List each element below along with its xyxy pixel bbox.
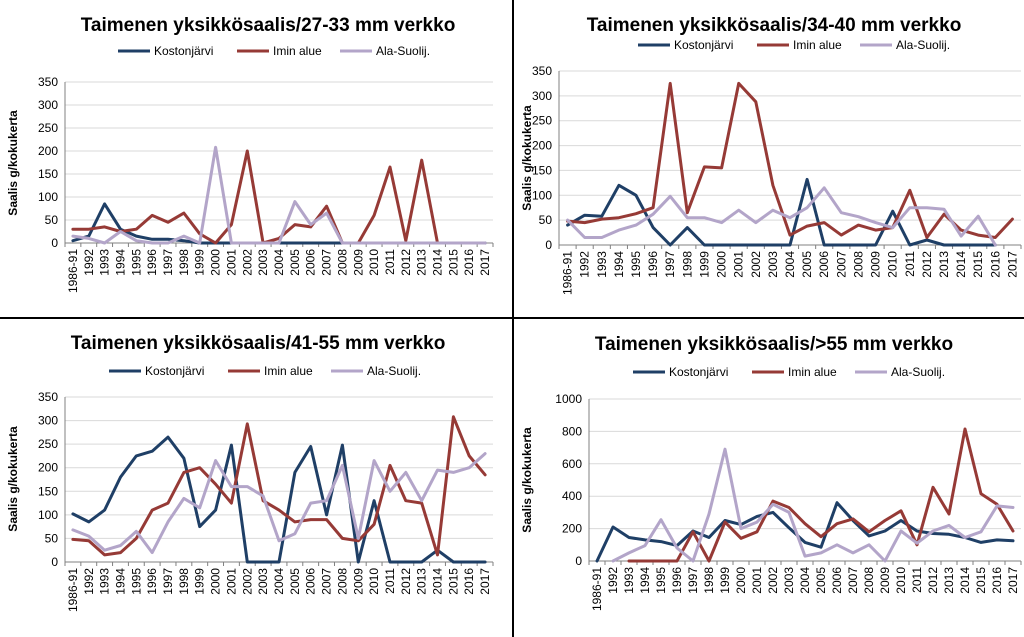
x-tick-label: 2015 xyxy=(446,568,461,595)
x-tick-label: 1997 xyxy=(663,251,678,278)
x-tick-label: 2012 xyxy=(398,568,413,595)
x-tick-label: 2006 xyxy=(830,567,844,594)
x-tick-label: 2002 xyxy=(766,567,780,594)
legend-label: Ala-Suolij. xyxy=(367,364,422,378)
x-tick-label: 2017 xyxy=(478,568,493,595)
x-tick-label: 1997 xyxy=(161,249,176,276)
legend-label: Ala-Suolij. xyxy=(896,38,951,52)
x-tick-label: 1993 xyxy=(97,568,112,595)
legend-label: Kostonjärvi xyxy=(674,38,734,52)
y-tick-label: 250 xyxy=(531,113,552,128)
x-tick-label: 1999 xyxy=(697,251,712,278)
x-tick-label: 1993 xyxy=(97,249,112,276)
chart-svg xyxy=(0,319,512,637)
x-tick-label: 2009 xyxy=(351,568,366,595)
x-tick-label: 2009 xyxy=(351,249,366,276)
x-tick-label: 2011 xyxy=(382,568,397,594)
x-tick-label: 1997 xyxy=(161,568,176,595)
y-tick-label: 600 xyxy=(561,456,582,471)
y-axis-label: Saalis g/kokukerta xyxy=(6,110,20,216)
legend-label: Ala-Suolij. xyxy=(891,365,946,379)
y-axis-label: Saalis g/kokukerta xyxy=(520,105,534,211)
x-tick-label: 2008 xyxy=(851,251,866,278)
x-tick-label: 2011 xyxy=(910,567,924,593)
x-tick-label: 2012 xyxy=(919,251,934,278)
y-tick-label: 200 xyxy=(561,521,582,536)
y-tick-label: 150 xyxy=(37,167,58,181)
x-tick-label: 1997 xyxy=(686,567,700,594)
y-tick-label: 100 xyxy=(37,190,58,204)
chart-svg xyxy=(514,319,1024,637)
x-tick-label: 2003 xyxy=(256,249,271,276)
legend-label: Kostonjärvi xyxy=(154,44,214,58)
chart-title: Taimenen yksikkösaalis/41-55 mm verkko xyxy=(70,333,446,354)
chart-title: Taimenen yksikkösaalis/34-40 mm verkko xyxy=(586,15,962,36)
legend-label: Imin alue xyxy=(273,44,322,58)
x-tick-label: 2017 xyxy=(1005,251,1020,278)
y-tick-label: 250 xyxy=(37,121,58,135)
x-tick-label: 2007 xyxy=(834,251,849,278)
y-tick-label: 400 xyxy=(561,489,582,504)
chart-panel-41-55 xyxy=(0,319,512,637)
x-tick-label: 1994 xyxy=(611,251,626,278)
x-tick-label: 2012 xyxy=(398,249,413,276)
x-tick-label: 1999 xyxy=(192,568,207,595)
y-tick-label: 350 xyxy=(37,390,58,404)
x-tick-label: 2007 xyxy=(319,249,334,276)
x-tick-label: 1998 xyxy=(176,568,191,595)
chart-title: Taimenen yksikkösaalis/>55 mm verkko xyxy=(594,334,954,355)
x-tick-label: 2008 xyxy=(862,567,876,594)
x-tick-label: 2017 xyxy=(478,249,493,276)
x-tick-label: 1993 xyxy=(622,567,636,594)
x-tick-label: 2016 xyxy=(462,568,477,595)
y-tick-label: 0 xyxy=(51,555,58,569)
y-tick-label: 0 xyxy=(575,554,582,568)
x-tick-label: 2010 xyxy=(367,568,382,595)
x-tick-label: 1992 xyxy=(577,251,592,278)
x-tick-label: 2004 xyxy=(272,249,286,276)
x-tick-label: 2002 xyxy=(748,251,763,278)
y-tick-label: 50 xyxy=(44,213,58,227)
x-tick-label: 2000 xyxy=(208,249,223,276)
x-tick-label: 2005 xyxy=(287,568,302,595)
x-tick-label: 1996 xyxy=(646,251,661,278)
x-tick-label: 1993 xyxy=(594,251,609,278)
y-tick-label: 0 xyxy=(51,236,58,250)
legend-label: Imin alue xyxy=(264,364,313,378)
x-tick-label: 1998 xyxy=(176,249,191,276)
x-tick-label: 2001 xyxy=(750,567,764,594)
x-tick-label: 2011 xyxy=(382,249,397,275)
x-tick-label: 2010 xyxy=(367,249,382,276)
x-tick-label: 1995 xyxy=(129,568,144,595)
x-tick-label: 2009 xyxy=(878,567,892,594)
chart-panel-27-33 xyxy=(0,0,512,317)
chart-panel-34-40 xyxy=(514,0,1024,317)
x-tick-label: 2006 xyxy=(817,251,832,278)
x-tick-label: 2017 xyxy=(1006,567,1020,594)
x-tick-label: 1992 xyxy=(81,568,96,595)
x-tick-label: 1994 xyxy=(638,567,652,594)
x-tick-label: 2004 xyxy=(798,567,812,594)
x-tick-label: 2014 xyxy=(430,249,445,276)
x-tick-label: 2001 xyxy=(731,251,746,278)
chart-svg xyxy=(0,0,512,317)
x-tick-label: 1995 xyxy=(654,567,668,594)
x-tick-label: 2001 xyxy=(224,249,239,276)
x-tick-label: 2006 xyxy=(303,568,318,595)
x-tick-label: 2010 xyxy=(885,251,900,278)
x-tick-label: 2002 xyxy=(240,568,255,595)
y-tick-label: 200 xyxy=(531,138,552,153)
x-tick-label: 2015 xyxy=(446,249,461,276)
y-tick-label: 50 xyxy=(538,213,552,228)
x-tick-label: 2001 xyxy=(224,568,239,595)
y-tick-label: 800 xyxy=(561,424,582,439)
y-axis-label: Saalis g/kokukerta xyxy=(6,426,20,532)
x-tick-label: 2014 xyxy=(958,567,972,594)
panel-divider-horizontal xyxy=(0,317,1024,319)
x-tick-label: 1995 xyxy=(129,249,144,276)
x-tick-label: 1986-91 xyxy=(65,568,80,613)
chart-panel-over-55 xyxy=(514,319,1024,637)
x-tick-label: 1992 xyxy=(606,567,620,594)
x-tick-label: 2015 xyxy=(971,251,986,278)
x-tick-label: 2007 xyxy=(319,568,334,595)
x-tick-label: 2013 xyxy=(414,568,429,595)
legend-label: Kostonjärvi xyxy=(669,365,729,379)
series-line-ala-suolij xyxy=(568,188,996,245)
x-tick-label: 2016 xyxy=(988,251,1003,278)
chart-title: Taimenen yksikkösaalis/27-33 mm verkko xyxy=(80,15,456,36)
y-axis-label: Saalis g/kokukerta xyxy=(520,427,534,533)
x-tick-label: 2011 xyxy=(902,251,917,277)
x-tick-label: 1995 xyxy=(629,251,643,278)
x-tick-label: 2015 xyxy=(974,567,988,594)
y-tick-label: 100 xyxy=(531,188,552,203)
x-tick-label: 2005 xyxy=(800,251,815,278)
x-tick-label: 2000 xyxy=(734,567,748,594)
y-tick-label: 0 xyxy=(545,238,552,252)
legend-label: Kostonjärvi xyxy=(145,364,205,378)
legend-label: Ala-Suolij. xyxy=(376,44,431,58)
x-tick-label: 2004 xyxy=(783,251,797,278)
y-tick-label: 150 xyxy=(37,484,58,499)
y-tick-label: 100 xyxy=(37,507,58,522)
x-tick-label: 1994 xyxy=(113,249,128,276)
y-tick-label: 350 xyxy=(37,75,58,89)
x-tick-label: 2010 xyxy=(894,567,908,594)
x-tick-label: 2003 xyxy=(765,251,780,278)
y-tick-label: 50 xyxy=(44,531,58,546)
x-tick-label: 2003 xyxy=(782,567,796,594)
x-tick-label: 1986-91 xyxy=(590,567,604,612)
y-tick-label: 150 xyxy=(531,163,552,178)
x-tick-label: 2000 xyxy=(714,251,729,278)
y-tick-label: 350 xyxy=(531,64,552,78)
x-tick-label: 1996 xyxy=(670,567,684,594)
x-tick-label: 2008 xyxy=(335,249,350,276)
x-tick-label: 2002 xyxy=(240,249,255,276)
y-tick-label: 300 xyxy=(531,88,552,103)
x-tick-label: 1994 xyxy=(113,568,128,595)
x-tick-label: 2012 xyxy=(926,567,940,594)
y-tick-label: 250 xyxy=(37,437,58,452)
x-tick-label: 2006 xyxy=(303,249,318,276)
x-tick-label: 1998 xyxy=(680,251,695,278)
x-tick-label: 2009 xyxy=(868,251,883,278)
x-tick-label: 2016 xyxy=(462,249,477,276)
x-tick-label: 2005 xyxy=(287,249,302,276)
x-tick-label: 2014 xyxy=(954,251,969,278)
chart-svg xyxy=(514,0,1024,317)
x-tick-label: 2003 xyxy=(256,568,271,595)
y-tick-label: 200 xyxy=(37,144,58,158)
x-tick-label: 1999 xyxy=(192,249,207,276)
x-tick-label: 2008 xyxy=(335,568,350,595)
x-tick-label: 2004 xyxy=(272,568,286,595)
x-tick-label: 2016 xyxy=(990,567,1004,594)
y-tick-label: 300 xyxy=(37,413,58,428)
series-line-imin-alue xyxy=(629,429,1013,561)
x-tick-label: 2005 xyxy=(814,567,828,594)
y-tick-label: 200 xyxy=(37,460,58,475)
x-tick-label: 2013 xyxy=(414,249,429,276)
x-tick-label: 1996 xyxy=(145,568,160,595)
series-line-ala-suolij xyxy=(73,454,485,553)
y-tick-label: 1000 xyxy=(555,392,582,406)
x-tick-label: 2014 xyxy=(430,568,445,595)
legend-label: Imin alue xyxy=(788,365,837,379)
x-tick-label: 1992 xyxy=(81,249,96,276)
x-tick-label: 2000 xyxy=(208,568,223,595)
x-tick-label: 2013 xyxy=(942,567,956,594)
x-tick-label: 2007 xyxy=(846,567,860,594)
x-tick-label: 1986-91 xyxy=(65,249,80,294)
x-tick-label: 1986-91 xyxy=(560,251,575,296)
x-tick-label: 1998 xyxy=(702,567,716,594)
x-tick-label: 1996 xyxy=(145,249,160,276)
y-tick-label: 300 xyxy=(37,98,58,112)
legend-label: Imin alue xyxy=(793,38,842,52)
x-tick-label: 2013 xyxy=(937,251,951,278)
x-tick-label: 1999 xyxy=(718,567,732,594)
